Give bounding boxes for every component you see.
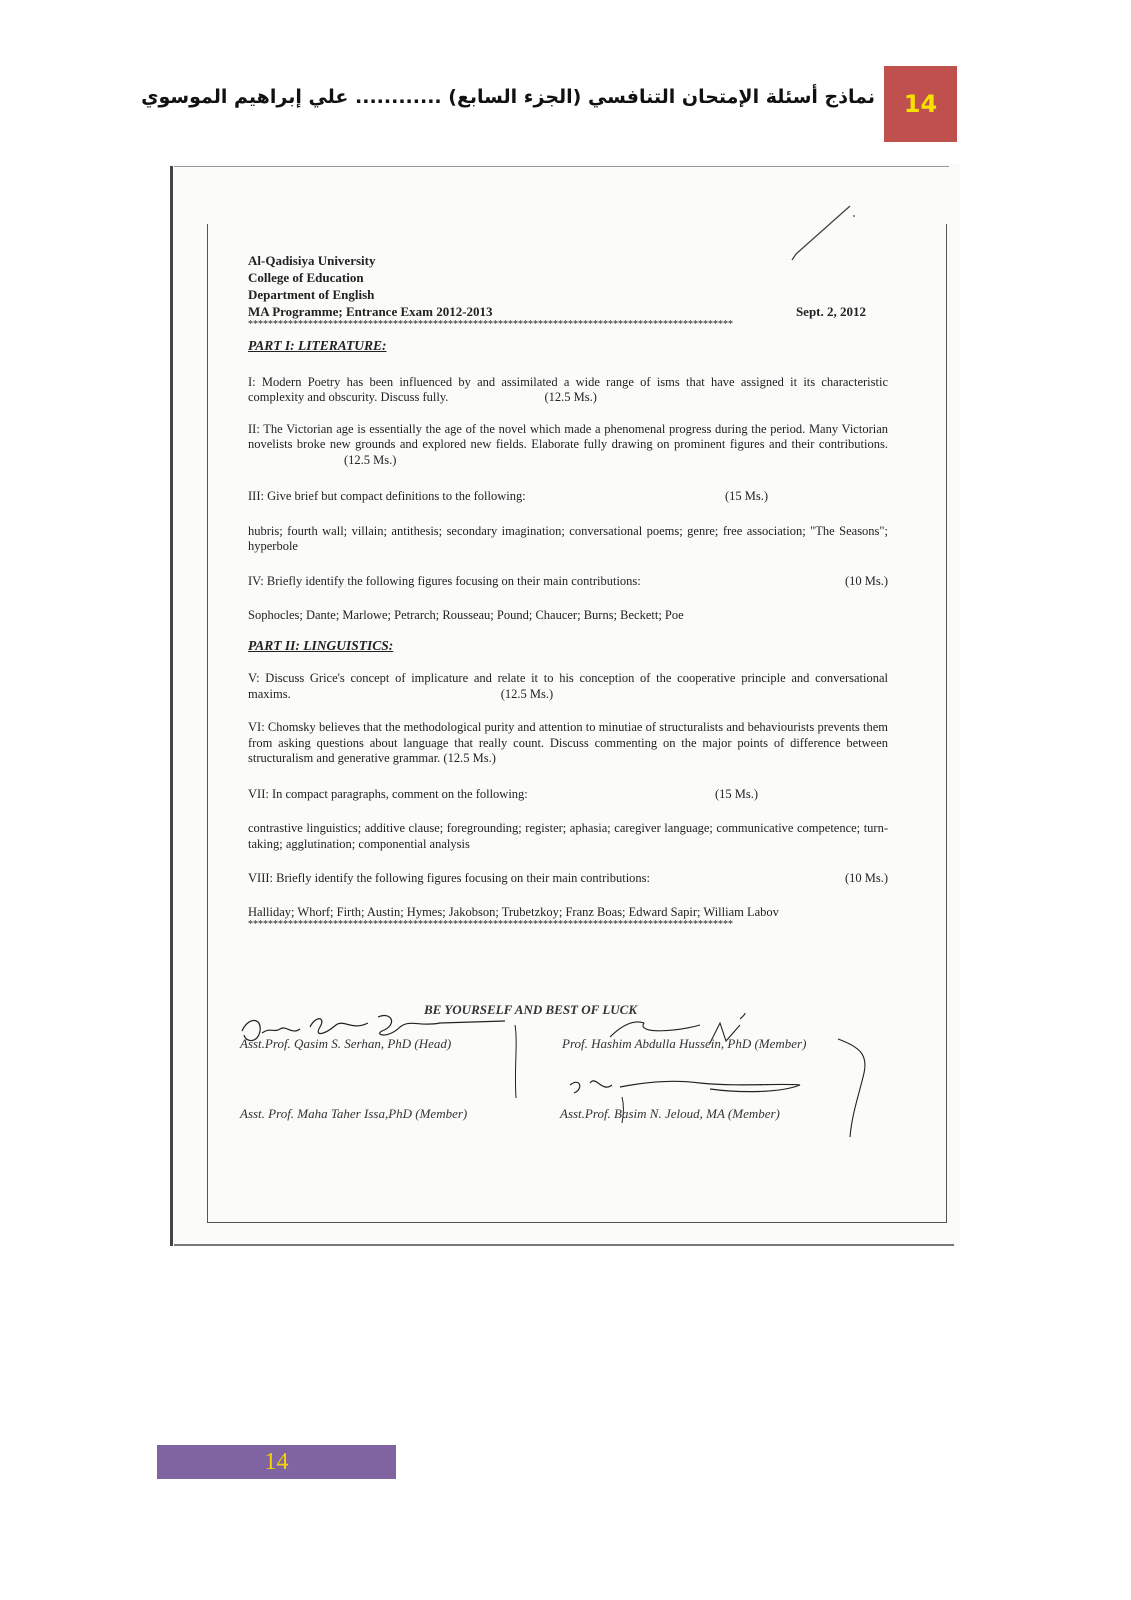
question-6: VI: Chomsky believes that the methodological purity and attention to minutiae of structuralists and behaviourists prevents them from asking questions about language that really count. Discuss commenting on the major points of difference between structuralism and generative grammar. (12.5 Ms.) [248,720,888,765]
question-marks: (15 Ms.) [714,786,758,801]
footer-page-number: 14 [157,1445,396,1479]
question-marks: (10 Ms.) [844,573,888,588]
question-4-items: Sophocles; Dante; Marlowe; Petrarch; Rousseau; Pound; Chaucer; Burns; Beckett; Poe [248,608,684,622]
page-title: نماذج أسئلة الإمتحان التنافسي (الجزء السابع) ............ علي إبراهيم الموسوي [141,86,875,108]
closing-message: BE YOURSELF AND BEST OF LUCK [424,1002,637,1017]
question-7-items: contrastive linguistics; additive clause; foregrounding; register; aphasia; caregiver language; communicative competence; turn-taking; agglutination; componential analysis [248,821,888,851]
programme-title: MA Programme; Entrance Exam 2012-2013 [248,304,493,319]
part2-title: PART II: LINGUISTICS: [248,637,394,653]
question-marks: (12.5 Ms.) [544,390,597,404]
signature-block [240,1002,880,1163]
question-3-items: hubris; fourth wall; villain; antithesis; secondary imagination; conversational poems; genre; free association; "The Seasons"; hyperbole [248,523,888,553]
question-marks: (12.5 Ms.) [500,686,554,701]
part1-title: PART I: LITERATURE: [248,338,387,353]
question-3: III: Give brief but compact definitions to the following: (15 Ms.) [248,489,768,503]
signatory-head: Asst.Prof. Qasim S. Serhan, PhD (Head) [240,1036,452,1051]
divider: ************************************************************************************************* [248,320,733,330]
question-2: II: The Victorian age is essentially the age of the novel which made a phenomenal progress during the period. Many Victorian novelists broke new grounds and explored new fields. Elaborate fully drawing on prominent figures and their contributions.(12.5 Ms.) [248,421,888,467]
question-marks: (12.5 Ms.) [344,452,397,467]
question-marks: (10 Ms.) [844,871,888,885]
divider: ************************************************************************************************* [248,920,733,930]
question-4: IV: Briefly identify the following figures focusing on their main contributions: (10 Ms.) [248,573,888,588]
signatory-member-3: Asst.Prof. Basim N. Jeloud, MA (Member) [560,1106,780,1121]
scan-edge [174,166,949,167]
question-marks: (12.5 Ms.) [443,751,496,765]
exam-date: Sept. 2, 2012 [795,304,866,319]
exam-heading-row [248,303,888,320]
exam-paper [248,252,888,930]
university-name: Al-Qadisiya University [248,253,376,268]
college-name: College of Education [248,270,364,285]
signatory-member-2: Asst. Prof. Maha Taher Issa,PhD (Member) [240,1106,468,1121]
scan-edge [170,166,173,1246]
question-8: VIII: Briefly identify the following figures focusing on their main contributions: (10 Ms.) [248,871,888,885]
signatory-member-1: Prof. Hashim Abdulla Hussein, PhD (Member) [562,1036,807,1051]
question-5: V: Discuss Grice's concept of implicature and relate it to his conception of the cooperative principle and conversational maxims. (12.5 Ms.) [248,671,888,701]
scan-edge [174,1244,954,1246]
department-name: Department of English [248,287,375,302]
header-page-number: 14 [884,66,957,142]
question-1: I: Modern Poetry has been influenced by and assimilated a wide range of isms that have assigned it its characteristic complexity and obscurity. Discuss fully. (12.5 Ms.) [248,374,888,404]
question-marks: (15 Ms.) [724,489,768,503]
question-8-items: Halliday; Whorf; Firth; Austin; Hymes; Jakobson; Trubetzkoy; Franz Boas; Edward Sapir; William Labov [248,904,779,919]
page-header [0,66,1131,144]
question-7: VII: In compact paragraphs, comment on the following: (15 Ms.) [248,786,758,801]
